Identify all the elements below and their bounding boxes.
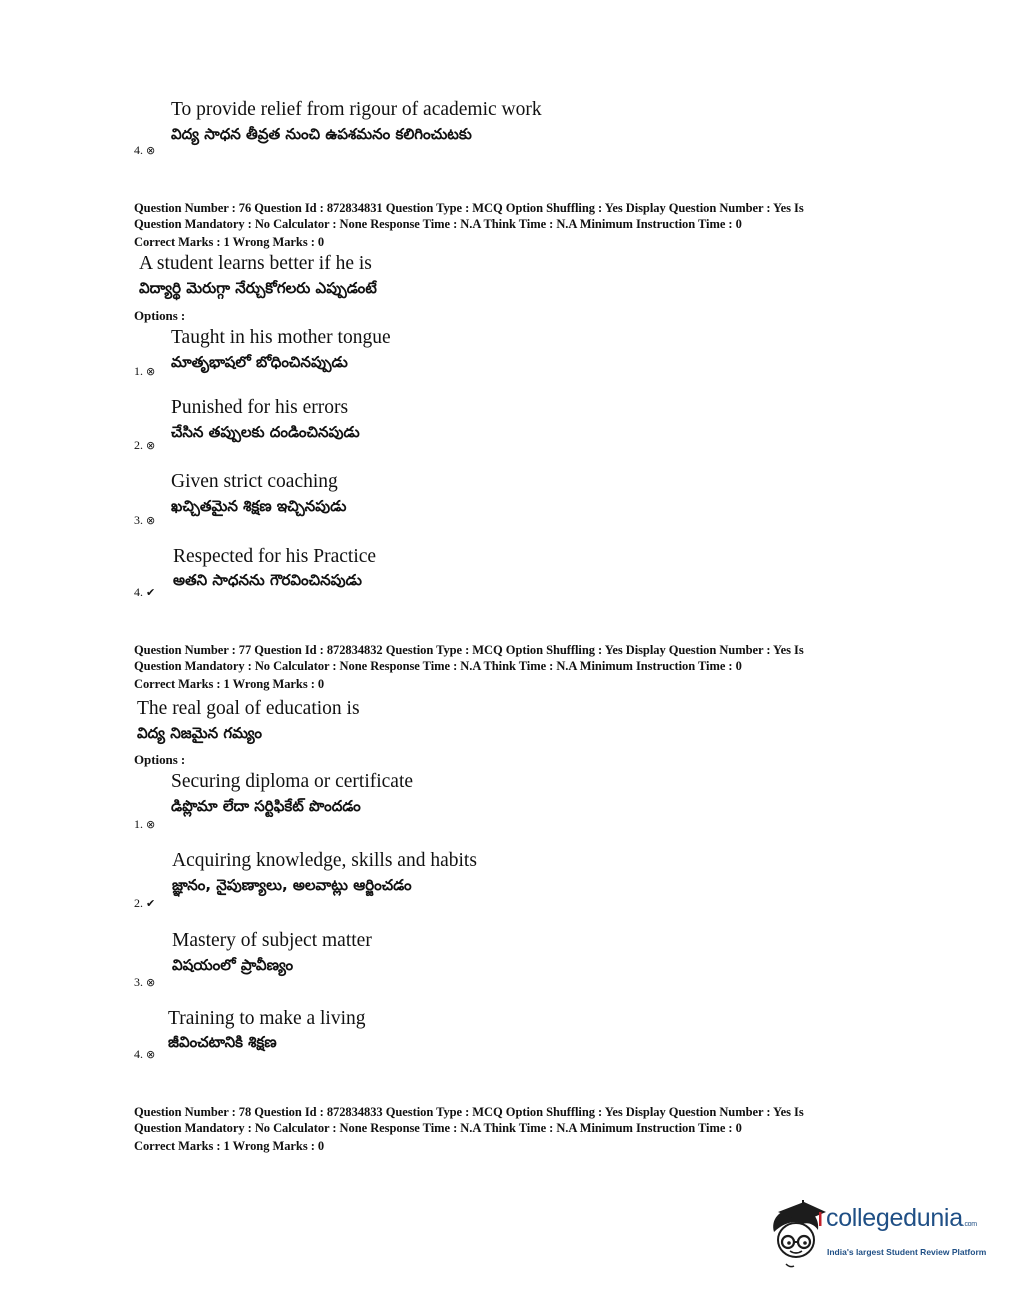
q76-option-4-te: అతని సాధనను గౌరవించినపుడు	[173, 571, 362, 589]
q77-option-2-marker: 2. ✔	[134, 896, 156, 910]
q78-meta-line-1: Question Number : 78 Question Id : 872834833 Question Type : MCQ Option Shuffling : Yes Display Question Number : Yes Is	[134, 1105, 804, 1119]
q77-option-4-marker: 4. ⊗	[134, 1047, 156, 1061]
q77-option-1-en: Securing diploma or certificate	[171, 771, 414, 792]
q77-option-1-marker: 1. ⊗	[134, 817, 156, 831]
logo-wordmark: collegedunia.com	[826, 1204, 977, 1232]
q76-question-en: A student learns better if he is	[139, 253, 372, 274]
wrong-mark-icon: ⊗	[146, 818, 156, 831]
q77-option-4-te: జీవించటానికి శిక్షణ	[168, 1033, 277, 1051]
q76-option-1-en: Taught in his mother tongue	[171, 327, 391, 348]
q76-option-1-marker: 1. ⊗	[134, 364, 156, 378]
correct-check-icon: ✔	[146, 586, 156, 599]
q77-option-2-en: Acquiring knowledge, skills and habits	[172, 850, 477, 871]
q77-option-4-en: Training to make a living	[168, 1008, 366, 1029]
logo-tagline: India's largest Student Review Platform	[827, 1247, 987, 1257]
wrong-mark-icon: ⊗	[146, 976, 156, 989]
q76-option-3-en: Given strict coaching	[171, 471, 338, 492]
q76-question-te: విద్యార్థి మెరుగ్గా నేర్చుకోగలరు ఎప్పుడంటే	[139, 279, 377, 297]
q77-question-en: The real goal of education is	[137, 698, 360, 719]
q75-option-4-en: To provide relief from rigour of academic work	[171, 99, 542, 120]
q78-meta-line-3: Correct Marks : 1 Wrong Marks : 0	[134, 1139, 325, 1153]
q76-option-2-te: చేసిన తప్పులకు దండించినపుడు	[171, 423, 360, 441]
q76-option-2-marker: 2. ⊗	[134, 438, 156, 452]
wrong-mark-icon: ⊗	[146, 365, 156, 378]
wrong-mark-icon: ⊗	[146, 439, 156, 452]
q77-option-3-en: Mastery of subject matter	[172, 930, 372, 951]
collegedunia-logo	[768, 1200, 993, 1270]
q76-option-3-te: ఖచ్చితమైన శిక్షణ ఇచ్చినపుడు	[171, 497, 347, 515]
wrong-mark-icon: ⊗	[146, 144, 156, 157]
q76-meta-line-1: Question Number : 76 Question Id : 872834831 Question Type : MCQ Option Shuffling : Yes Display Question Number : Yes Is	[134, 201, 804, 215]
student-mascot-icon	[768, 1200, 826, 1270]
q76-option-4-en: Respected for his Practice	[173, 546, 377, 567]
q76-meta-line-2: Question Mandatory : No Calculator : None Response Time : N.A Think Time : N.A Minimum Instruction Time : 0	[134, 217, 742, 231]
q76-option-3-marker: 3. ⊗	[134, 513, 156, 527]
q77-meta-line-2: Question Mandatory : No Calculator : None Response Time : N.A Think Time : N.A Minimum Instruction Time : 0	[134, 659, 742, 673]
q76-option-2-en: Punished for his errors	[171, 397, 349, 418]
q77-meta-line-3: Correct Marks : 1 Wrong Marks : 0	[134, 677, 325, 691]
q77-meta-line-1: Question Number : 77 Question Id : 872834832 Question Type : MCQ Option Shuffling : Yes Display Question Number : Yes Is	[134, 643, 804, 657]
q77-option-3-te: విషయంలో ప్రావీణ్యం	[172, 956, 294, 974]
q76-option-1-te: మాతృభాషలో బోధించినప్పుడు	[171, 353, 348, 371]
wrong-mark-icon: ⊗	[146, 1048, 156, 1061]
q76-option-4-marker: 4. ✔	[134, 585, 156, 599]
correct-check-icon: ✔	[146, 897, 156, 910]
q77-question-te: విద్య నిజమైన గమ్యం	[137, 724, 262, 742]
q77-option-3-marker: 3. ⊗	[134, 975, 156, 989]
q76-meta-line-3: Correct Marks : 1 Wrong Marks : 0	[134, 235, 325, 249]
q77-option-2-te: జ్ఞానం, నైపుణ్యాలు, అలవాట్లు ఆర్జించడం	[172, 876, 412, 894]
q77-option-1-te: డిప్లొమా లేదా సర్టిఫికేట్ పొందడం	[171, 797, 361, 815]
q76-options-label: Options :	[134, 308, 186, 323]
q78-meta-line-2: Question Mandatory : No Calculator : None Response Time : N.A Think Time : N.A Minimum Instruction Time : 0	[134, 1121, 742, 1135]
q75-option-4-te: విద్య సాధన తీవ్రత నుంచి ఉపశమనం కలిగించుటకు	[171, 125, 472, 143]
wrong-mark-icon: ⊗	[146, 514, 156, 527]
q77-options-label: Options :	[134, 752, 186, 767]
logo-domain-suffix: .com	[962, 1221, 977, 1228]
q75-option-4-marker: 4. ⊗	[134, 143, 156, 157]
